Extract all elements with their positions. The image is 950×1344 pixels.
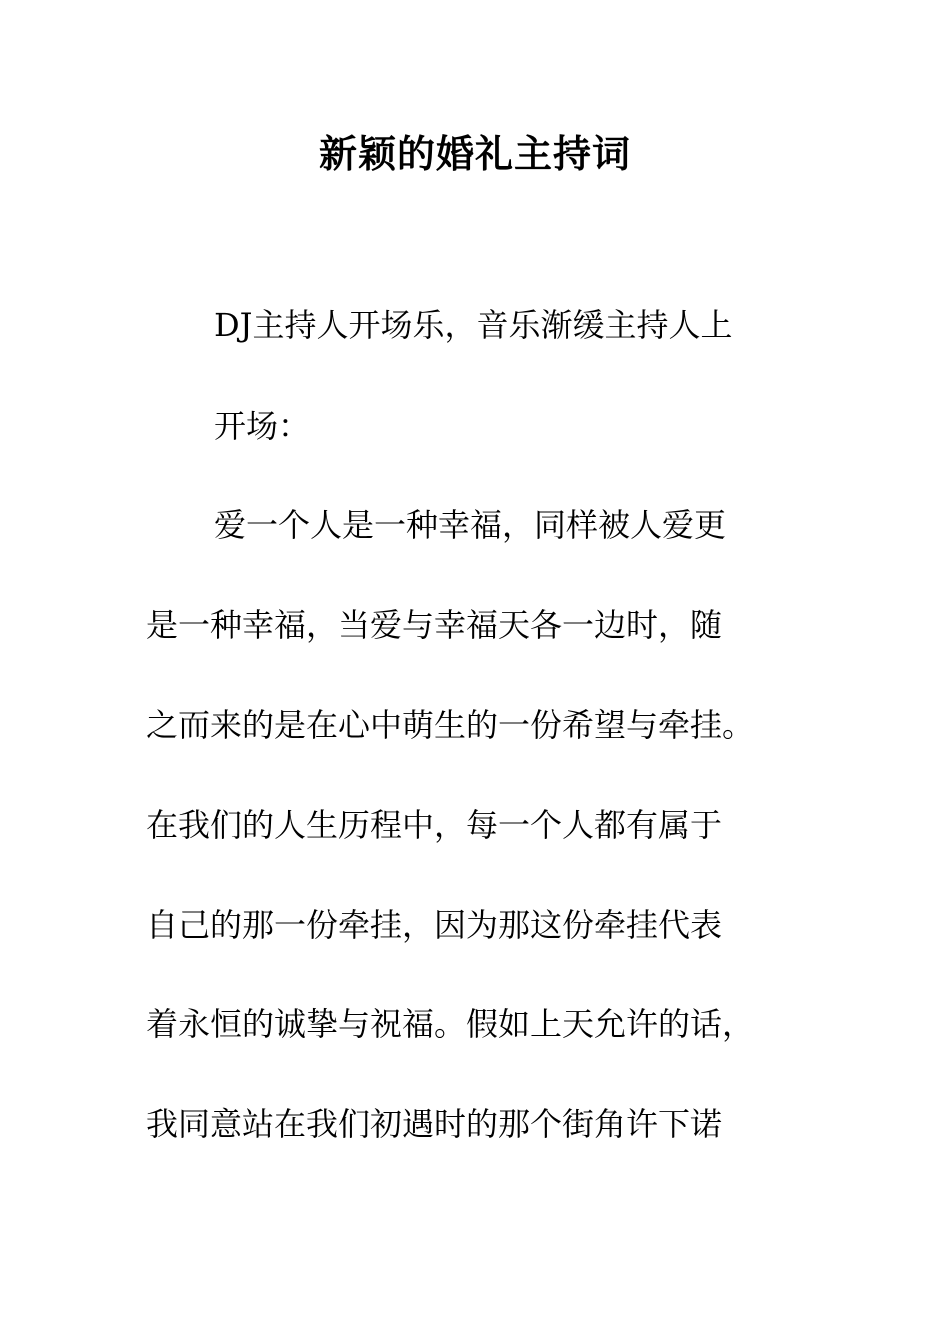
- body-line: 之而来的是在心中萌生的一份希望与牵挂。: [146, 706, 755, 744]
- body-line: 着永恒的诚挚与祝福。假如上天允许的话，: [146, 1005, 755, 1043]
- body-line: 我同意站在我们初遇时的那个街角许下诺: [146, 1105, 723, 1143]
- document-title: 新颖的婚礼主持词: [318, 131, 631, 176]
- body-line: 开场：: [214, 407, 311, 445]
- body-line: 在我们的人生历程中，每一个人都有属于: [146, 806, 723, 844]
- body-line: 爱一个人是一种幸福，同样被人爱更: [214, 506, 727, 544]
- body-line: 自己的那一份牵挂，因为那这份牵挂代表: [146, 906, 723, 944]
- body-line: DJ主持人开场乐，音乐渐缓主持人上: [214, 306, 733, 344]
- body-line: 是一种幸福，当爱与幸福天各一边时，随: [146, 606, 723, 644]
